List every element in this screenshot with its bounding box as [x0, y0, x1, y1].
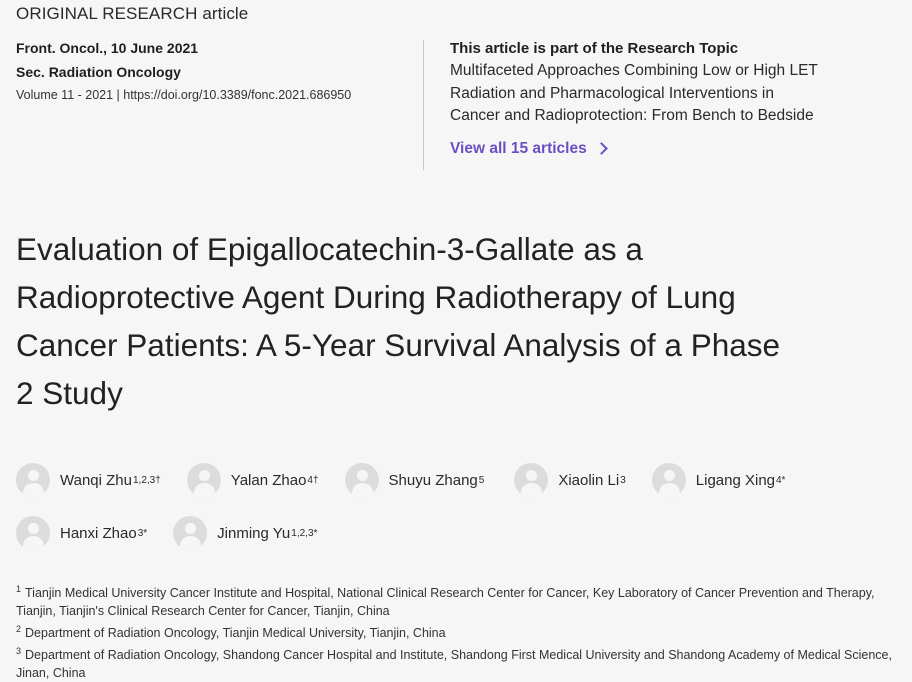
author-item[interactable] — [652, 463, 786, 497]
author-name: Yalan Zhao — [230, 471, 307, 489]
view-all-articles-label: View all 15 articles — [450, 139, 587, 157]
meta-divider — [423, 40, 424, 170]
author-item[interactable] — [345, 463, 485, 497]
author-item[interactable] — [173, 516, 317, 550]
author-affiliation-sup: 1,2,3† — [132, 474, 161, 486]
affiliation-number: 1 — [16, 584, 22, 594]
avatar-icon — [16, 463, 50, 497]
affiliation-item — [16, 620, 896, 642]
author-affiliation-sup: 1,2,3* — [291, 527, 318, 539]
research-topic-title-line[interactable]: Multifaceted Approaches Combining Low or High LET — [450, 62, 818, 79]
author-item[interactable] — [514, 463, 625, 497]
author-name: Xiaolin Li — [558, 471, 620, 489]
author-item[interactable] — [16, 516, 147, 550]
author-item[interactable] — [16, 463, 161, 497]
affiliation-item — [16, 580, 896, 620]
avatar-icon — [345, 463, 379, 497]
affiliation-list — [16, 580, 896, 682]
affiliation-item — [16, 642, 896, 682]
research-topic-title-line[interactable]: Cancer and Radioprotection: From Bench to Bedside — [450, 107, 814, 124]
avatar-icon — [652, 463, 686, 497]
author-name: Shuyu Zhang — [388, 471, 478, 489]
author-affiliation-sup: 4† — [307, 474, 319, 486]
volume-doi[interactable]: Volume 11 - 2021 | https://doi.org/10.3389/fonc.2021.686950 — [16, 88, 352, 102]
author-affiliation-sup: 4* — [776, 474, 786, 486]
chevron-right-icon — [595, 142, 608, 155]
journal-section[interactable]: Sec. Radiation Oncology — [16, 64, 181, 80]
author-name: Hanxi Zhao — [60, 524, 137, 542]
affiliation-number: 2 — [16, 624, 22, 635]
article-title-line: 2 Study — [16, 375, 123, 411]
article-title-line: Radioprotective Agent During Radiotherapy of Lung — [16, 279, 736, 315]
avatar-icon — [16, 516, 50, 550]
author-affiliation-sup: 5 — [478, 474, 485, 486]
article-meta — [16, 40, 416, 102]
research-topic-title-line[interactable]: Radiation and Pharmacological Interventions in — [450, 84, 774, 102]
article-title — [16, 225, 896, 417]
author-row — [16, 462, 896, 498]
author-item[interactable] — [187, 463, 319, 497]
affiliation-text: Tianjin Medical University Cancer Institute and Hospital, National Clinical Research Center for Cancer, Key Laboratory of Cancer Prevention and Therapy, Tianjin, Tianjin's Clinical Research Center for Cancer, Tianjin, China — [16, 586, 875, 619]
avatar-icon — [514, 463, 548, 497]
author-row — [16, 515, 896, 551]
article-title-line: Cancer Patients: A 5-Year Survival Analysis of a Phase — [16, 327, 781, 363]
affiliation-text: Department of Radiation Oncology, Tianjin Medical University, Tianjin, China — [25, 626, 446, 641]
author-name: Ligang Xing — [695, 471, 775, 489]
research-topic-header: This article is part of the Research Topic — [450, 40, 739, 57]
research-topic-box — [450, 40, 900, 158]
avatar-icon — [187, 463, 221, 497]
avatar-icon — [173, 516, 207, 550]
author-name: Jinming Yu — [217, 524, 291, 542]
affiliation-number: 3 — [16, 646, 22, 657]
view-all-articles-link[interactable] — [450, 140, 606, 158]
affiliation-text: Department of Radiation Oncology, Shandong Cancer Hospital and Institute, Shandong First Medical University and Shandong Academy of Medical Science, Jinan, China — [16, 648, 892, 681]
author-affiliation-sup: 3* — [137, 527, 148, 539]
research-topic-title[interactable] — [450, 60, 900, 128]
author-name: Wanqi Zhu — [60, 471, 132, 489]
author-list — [16, 462, 896, 568]
article-title-line: Evaluation of Epigallocatechin-3-Gallate as a — [16, 231, 643, 267]
author-affiliation-sup: 3 — [620, 474, 626, 486]
article-type-label: ORIGINAL RESEARCH article — [16, 4, 249, 23]
journal-date[interactable]: Front. Oncol., 10 June 2021 — [16, 40, 199, 56]
